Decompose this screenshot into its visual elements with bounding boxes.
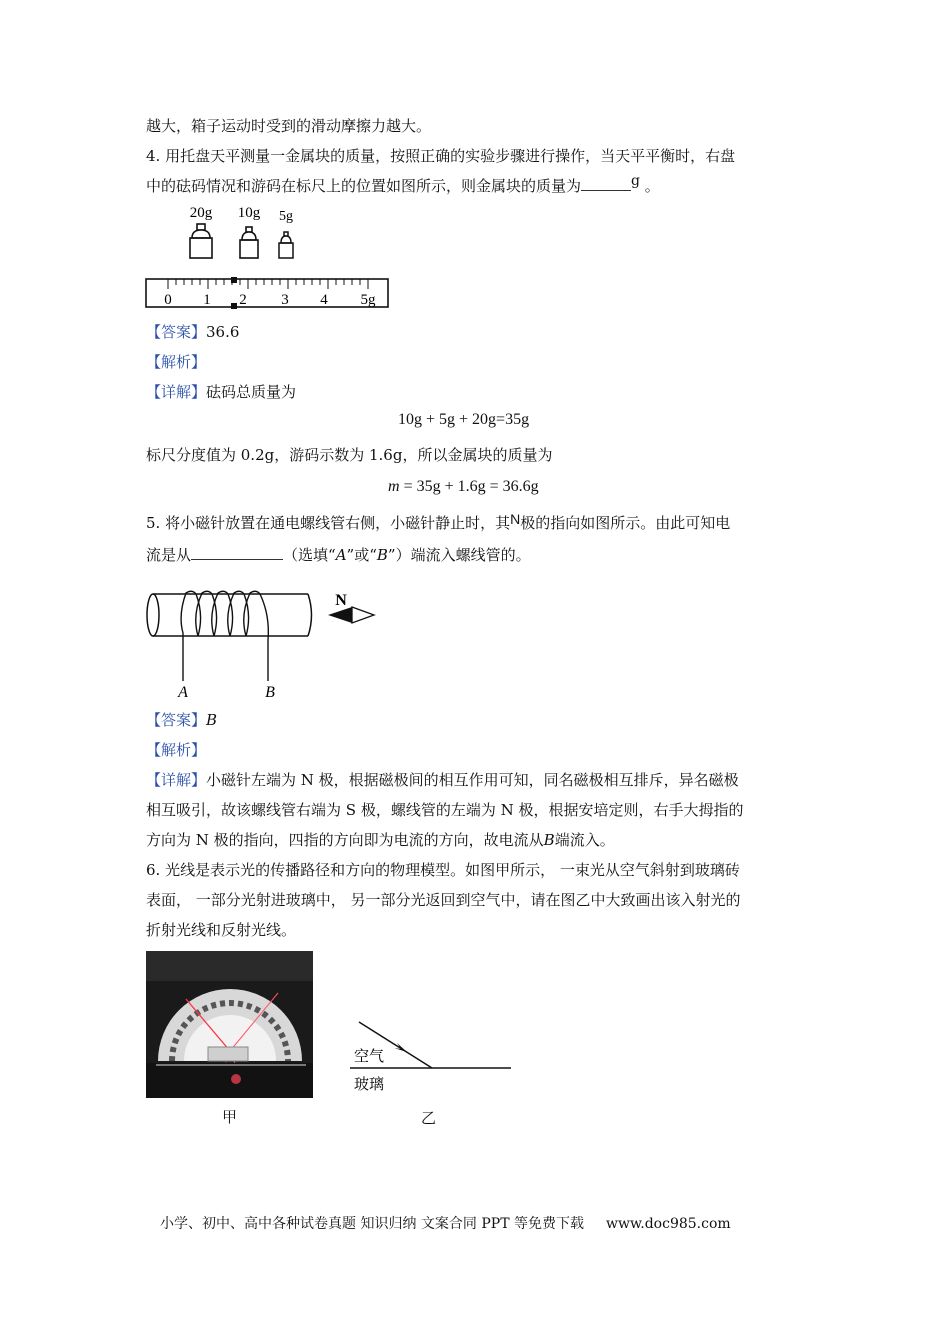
equation-mass [388, 477, 539, 497]
weight-label-5g: 5g [279, 209, 293, 224]
refraction-photo [146, 951, 313, 1098]
detail-line-2-q4: 标尺分度值为 0.2g，游码示数为 1.6g，所以金属块的质量为 [146, 446, 553, 464]
weight-5g [279, 232, 293, 258]
scale-label-0: 0 [164, 292, 172, 308]
answer-blank-q5 [191, 545, 283, 560]
weight-label-10g: 10g [237, 205, 261, 221]
analysis-tag-q4 [146, 352, 206, 372]
question-5-text-b: 极的指向如图所示。由此可知电 [520, 514, 731, 532]
weight-20g [190, 224, 212, 258]
question-5-line-1 [146, 513, 730, 533]
equation-mass-rhs: = 35g + 1.6g = 36.6g [399, 478, 539, 495]
question-5-text-e: ”或“ [346, 546, 377, 564]
solenoid-figure [140, 585, 380, 705]
detail-line-2-q5: 相互吸引，故该螺线管右端为 S 极，螺线管的左端为 N 极，根据安培定则，右手大拇指的 [146, 801, 744, 819]
question-5-text-a: 5. 将小磁针放置在通电螺线管右侧，小磁针静止时，其 [146, 514, 511, 532]
answer-tag: 【答案】 [146, 323, 207, 341]
scale-label-5g: 5g [360, 292, 376, 308]
scale-label-2: 2 [239, 292, 247, 308]
option-a: A [335, 546, 347, 564]
question-4-line-1: 4. 用托盘天平测量一金属块的质量，按照正确的实验步骤进行操作，当天平平衡时，右盘 [146, 147, 736, 165]
compass-needle [328, 607, 374, 623]
weight-10g [240, 227, 258, 258]
weight-label-20g: 20g [189, 205, 213, 221]
question-6-line-1: 6. 光线是表示光的传播路径和方向的物理模型。如图甲所示， 一束光从空气斜射到玻璃砖 [146, 861, 740, 879]
incident-ray-arrow [394, 1043, 407, 1052]
question-4-text: 中的砝码情况和游码在标尺上的位置如图所示，则金属块的质量为 [146, 177, 582, 195]
caption-jia: 甲 [222, 1108, 238, 1126]
option-b: B [376, 546, 388, 564]
footer-url[interactable]: www.doc985.com [605, 1216, 731, 1232]
unit-g: g [631, 173, 640, 189]
balance-figure [140, 200, 396, 312]
footer-text: 小学、初中、高中各种试卷真题 知识归纳 文案合同 PPT 等免费下载 [160, 1216, 584, 1232]
analysis-tag: 【解析】 [146, 353, 207, 371]
equation-total-weights: 10g + 5g + 20g=35g [398, 411, 530, 428]
scale-label-4: 4 [320, 292, 328, 308]
question-5-text-f: ”）端流入螺线管的。 [387, 546, 531, 564]
refraction-diagram [345, 1015, 520, 1095]
scale-label-3: 3 [281, 292, 289, 308]
detail-text: 小磁针左端为 N 极，根据磁极间的相互作用可知，同名磁极相互排斥，异名磁极 [206, 771, 739, 789]
terminal-a-label: A [178, 684, 188, 701]
ruler-ticks [168, 279, 368, 289]
question-5-text-d: （选填“ [283, 546, 336, 564]
detail-line-1-q5 [146, 770, 739, 790]
answer-value: B [206, 711, 218, 729]
scale-label-1: 1 [203, 292, 211, 308]
north-label: N [335, 592, 347, 609]
period: 。 [644, 177, 660, 195]
question-5-line-2 [146, 545, 531, 565]
detail-tag: 【详解】 [146, 771, 207, 789]
analysis-tag-q5 [146, 740, 206, 760]
question-4-line-2 [146, 173, 660, 197]
north-symbol: N [510, 511, 521, 527]
terminal-b-ref: B [543, 831, 555, 849]
question-5-text-c: 流是从 [146, 546, 192, 564]
detail-tag: 【详解】 [146, 383, 207, 401]
detail-text-a: 方向为 N 极的指向，四指的方向即为电流的方向，故电流从 [146, 831, 544, 849]
terminal-b-label: B [265, 684, 275, 701]
detail-line-3-q5 [146, 830, 615, 850]
detail-text: 砝码总质量为 [206, 383, 297, 401]
page-footer [160, 1213, 731, 1233]
rider-bottom [231, 303, 237, 309]
symbol-m: m [388, 478, 400, 495]
analysis-tag: 【解析】 [146, 741, 207, 759]
question-6-line-2: 表面， 一部分光射进玻璃中， 另一部分光返回到空气中，请在图乙中大致画出该入射光的 [146, 891, 741, 909]
glass-label: 玻璃 [354, 1077, 385, 1093]
detail-text-b: 端流入。 [554, 831, 615, 849]
rider-top [231, 277, 237, 283]
answer-line-q4 [146, 322, 239, 342]
caption-yi: 乙 [421, 1109, 437, 1127]
air-label: 空气 [354, 1049, 385, 1065]
answer-tag: 【答案】 [146, 711, 207, 729]
detail-line-q4 [146, 382, 296, 402]
answer-blank [581, 176, 631, 191]
text-line: 越大，箱子运动时受到的滑动摩擦力越大。 [146, 117, 432, 135]
answer-value: 36.6 [206, 323, 240, 341]
solenoid-coils [181, 591, 268, 640]
question-6-line-3: 折射光线和反射光线。 [146, 921, 297, 939]
answer-line-q5 [146, 710, 217, 730]
